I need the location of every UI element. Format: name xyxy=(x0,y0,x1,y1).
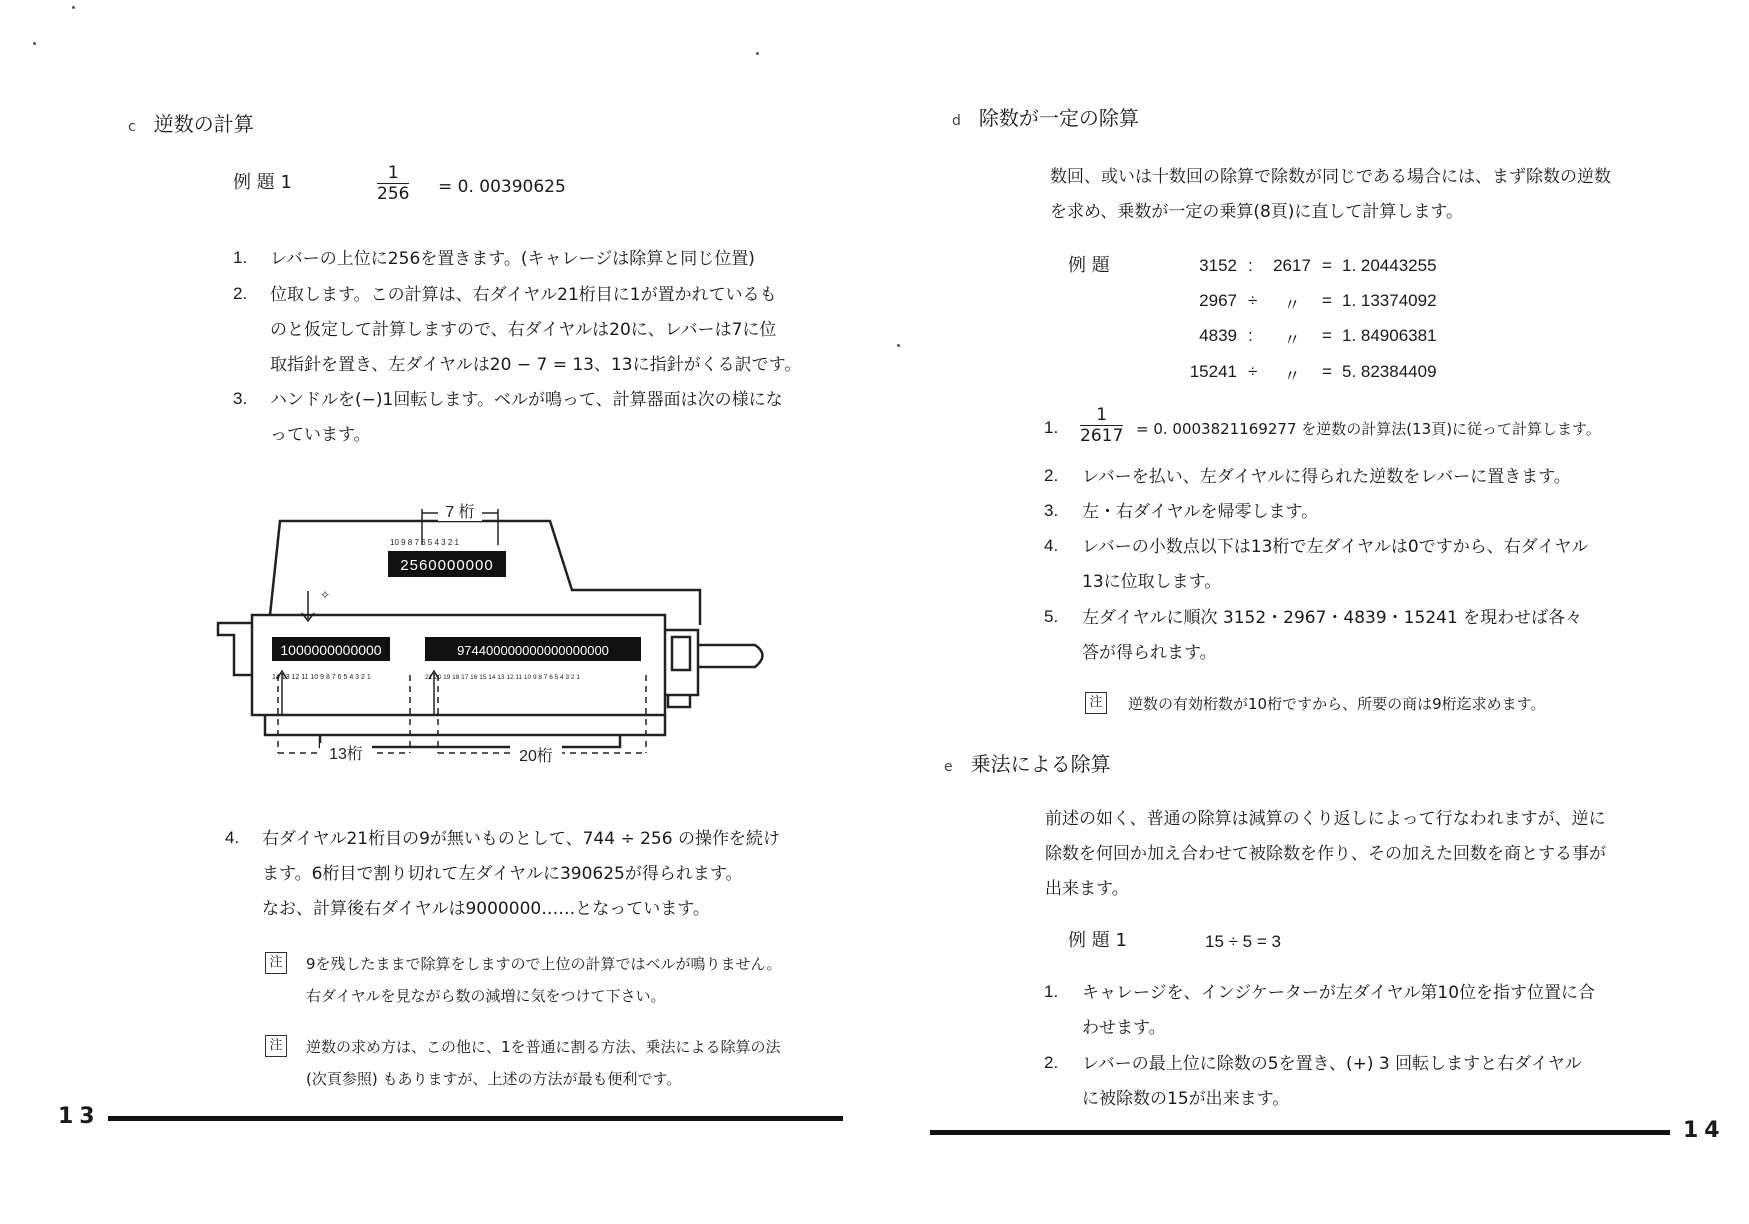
e-intro-line-2: 除数を何回か加え合わせて被除数を作り、その加えた回数を商とする事が xyxy=(1045,844,1606,864)
step-number: 1. xyxy=(1044,418,1059,437)
operator: ÷ xyxy=(1248,362,1258,381)
right-dial-display: 974400000000000000000 xyxy=(457,643,609,658)
quotient: 1. 84906381 xyxy=(1342,326,1437,345)
step-number: 1. xyxy=(1044,982,1059,1001)
step-number: 5. xyxy=(1044,607,1059,626)
pointer-mark: ✧ xyxy=(320,588,331,602)
d-intro-line-2: を求め、乗数が一定の乗算(8頁)に直して計算します。 xyxy=(1050,202,1464,222)
note-mark-icon: 注 xyxy=(1085,692,1107,714)
scan-speck xyxy=(897,344,900,347)
crank-arm-outline xyxy=(698,645,763,667)
calculator-diagram xyxy=(210,495,770,780)
section-letter: d xyxy=(952,113,961,129)
carriage-outline xyxy=(252,615,665,715)
example-fraction xyxy=(377,163,409,204)
crank-housing-outline xyxy=(665,630,698,695)
divisor: 〃 xyxy=(1283,367,1301,386)
example-label: 例 題 1 xyxy=(233,172,292,193)
dividend: 2967 xyxy=(1199,291,1237,310)
e-step-1-line-2: わせます。 xyxy=(1082,1018,1166,1038)
dividend: 4839 xyxy=(1199,326,1237,345)
lever-scale: 10 9 8 7 6 5 4 3 2 1 xyxy=(390,538,459,547)
d-intro-line-1: 数回、或いは十数回の除算で除数が同じである場合には、まず除数の逆数 xyxy=(1050,167,1611,187)
e-step-2-line-2: に被除数の15が出来ます。 xyxy=(1082,1089,1290,1109)
divisor: 〃 xyxy=(1283,296,1301,315)
divisor: 2617 xyxy=(1273,256,1311,275)
scan-speck xyxy=(72,6,75,9)
quotient: 5. 82384409 xyxy=(1342,362,1437,381)
step-number: 3. xyxy=(233,389,248,408)
step-1-text: レバーの上位に256を置きます。(キャレージは除算と同じ位置) xyxy=(270,249,755,269)
section-c-header xyxy=(128,108,254,137)
operator: : xyxy=(1248,256,1253,275)
step-number: 1. xyxy=(233,248,248,267)
d1-fraction xyxy=(1080,405,1123,446)
e-intro-line-3: 出来ます。 xyxy=(1045,879,1129,899)
note-1-line-1: 9を残したままで除算をしますので上位の計算ではベルが鳴りません。 xyxy=(306,955,782,973)
crank-hub-outline xyxy=(672,637,690,670)
quotient: 1. 13374092 xyxy=(1342,291,1437,310)
d-step-3-text: 左・右ダイヤルを帰零します。 xyxy=(1082,502,1319,522)
step-4-line-2: ます。6桁目で割り切れて左ダイヤルに390625が得られます。 xyxy=(262,864,743,884)
section-letter: c xyxy=(128,119,136,135)
step-number: 4. xyxy=(225,828,240,847)
carriage-handle-outline xyxy=(218,623,252,675)
quotient: 1. 20443255 xyxy=(1342,256,1437,275)
note-1-line-2: 右ダイヤルを見ながら数の減増に気をつけて下さい。 xyxy=(306,987,666,1005)
equals: = xyxy=(1322,256,1332,275)
page-rule-left xyxy=(108,1116,843,1121)
fraction-numerator: 1 xyxy=(377,163,409,184)
dividend: 3152 xyxy=(1199,256,1237,275)
note-mark-icon: 注 xyxy=(265,1035,287,1057)
page-number-right: 14 xyxy=(1683,1118,1726,1143)
base-outline xyxy=(265,715,665,735)
step-2-line-1: 位取します。この計算は、右ダイヤル21桁目に1が置かれているも xyxy=(270,285,777,305)
step-number: 2. xyxy=(1044,1053,1059,1072)
fraction-numerator: 1 xyxy=(1080,405,1123,426)
left-dial-display: 1000000000000 xyxy=(280,642,382,658)
d-note-text: 逆数の有効桁数が10桁ですから、所要の商は9桁迄求めます。 xyxy=(1128,695,1546,713)
page-number-left: 13 xyxy=(58,1104,101,1129)
step-number: 2. xyxy=(233,284,248,303)
d-step-5-line-2: 答が得られます。 xyxy=(1082,643,1217,663)
d-step-5-line-1: 左ダイヤルに順次 3152・2967・4839・15241 を現わせば各々 xyxy=(1082,608,1583,628)
section-title: 除数が一定の除算 xyxy=(978,106,1139,130)
operator: : xyxy=(1248,326,1253,345)
e-example-equation: 15 ÷ 5 = 3 xyxy=(1205,932,1281,951)
e-step-2-line-1: レバーの最上位に除数の5を置き、(+) 3 回転しますと右ダイヤル xyxy=(1082,1054,1582,1074)
step-4-line-1: 右ダイヤル21桁目の9が無いものとして、744 ÷ 256 の操作を続け xyxy=(262,829,780,849)
example-result: = 0. 00390625 xyxy=(438,177,566,197)
e-example-label: 例 題 1 xyxy=(1068,930,1127,951)
page-rule-right xyxy=(930,1130,1670,1135)
e-intro-line-1: 前述の如く、普通の除算は減算のくり返しによって行なわれますが、逆に xyxy=(1045,809,1606,829)
section-letter: e xyxy=(944,759,953,775)
note-2-line-2: (次頁参照) もありますが、上述の方法が最も便利です。 xyxy=(306,1070,682,1088)
step-3-line-1: ハンドルを(−)1回転します。ベルが鳴って、計算器面は次の様にな xyxy=(270,390,783,410)
label-7-digits: 7 桁 xyxy=(445,504,475,521)
operator: ÷ xyxy=(1248,291,1258,310)
note-mark-icon: 注 xyxy=(265,952,287,974)
step-number: 4. xyxy=(1044,536,1059,555)
scan-speck xyxy=(756,52,759,55)
lever-display: 2560000000 xyxy=(400,557,494,574)
equals: = xyxy=(1322,362,1332,381)
step-3-line-2: っています。 xyxy=(270,425,371,445)
step-2-line-3: 取指針を置き、左ダイヤルは20 − 7 = 13、13に指針がくる訳です。 xyxy=(270,355,802,375)
d-step-4-line-1: レバーの小数点以下は13桁で左ダイヤルは0ですから、右ダイヤル xyxy=(1082,537,1589,557)
section-e-header xyxy=(944,748,1111,777)
d-step-1-text: = 0. 0003821169277 を逆数の計算法(13頁)に従って計算します。 xyxy=(1136,420,1601,438)
right-dial-scale: 21 20 19 18 17 16 15 14 13 12 11 10 9 8 7 6 5 4 3 2 1 xyxy=(425,674,580,681)
divisor: 〃 xyxy=(1283,331,1301,350)
equals: = xyxy=(1322,291,1332,310)
step-number: 2. xyxy=(1044,466,1059,485)
section-title: 乗法による除算 xyxy=(970,752,1111,776)
section-title: 逆数の計算 xyxy=(153,112,254,136)
crank-foot-outline xyxy=(668,695,690,707)
label-20-digits: 20桁 xyxy=(519,748,553,765)
carriage-pointer-arrow xyxy=(302,591,314,621)
step-2-line-2: のと仮定して計算しますので、右ダイヤルは20に、レバーは7に位 xyxy=(270,320,777,340)
note-2-line-1: 逆数の求め方は、この他に、1を普通に割る方法、乗法による除算の法 xyxy=(306,1038,781,1056)
fraction-denominator: 256 xyxy=(377,184,410,204)
d-example-label: 例 題 xyxy=(1068,255,1110,276)
left-dial-scale: 14 13 12 11 10 9 8 7 6 5 4 3 2 1 xyxy=(272,674,371,681)
equals: = xyxy=(1322,326,1332,345)
step-number: 3. xyxy=(1044,501,1059,520)
dividend: 15241 xyxy=(1189,362,1237,381)
label-13-digits: 13桁 xyxy=(329,746,363,763)
e-step-1-line-1: キャレージを、インジケーターが左ダイヤル第10位を指す位置に合 xyxy=(1082,983,1596,1003)
fraction-denominator: 2617 xyxy=(1080,426,1124,446)
d-step-2-text: レバーを払い、左ダイヤルに得られた逆数をレバーに置きます。 xyxy=(1082,467,1571,487)
section-d-header xyxy=(952,102,1139,131)
scan-speck xyxy=(33,42,36,45)
step-4-line-3: なお、計算後右ダイヤルは9000000……となっています。 xyxy=(262,899,710,919)
d-step-4-line-2: 13に位取します。 xyxy=(1082,572,1222,592)
